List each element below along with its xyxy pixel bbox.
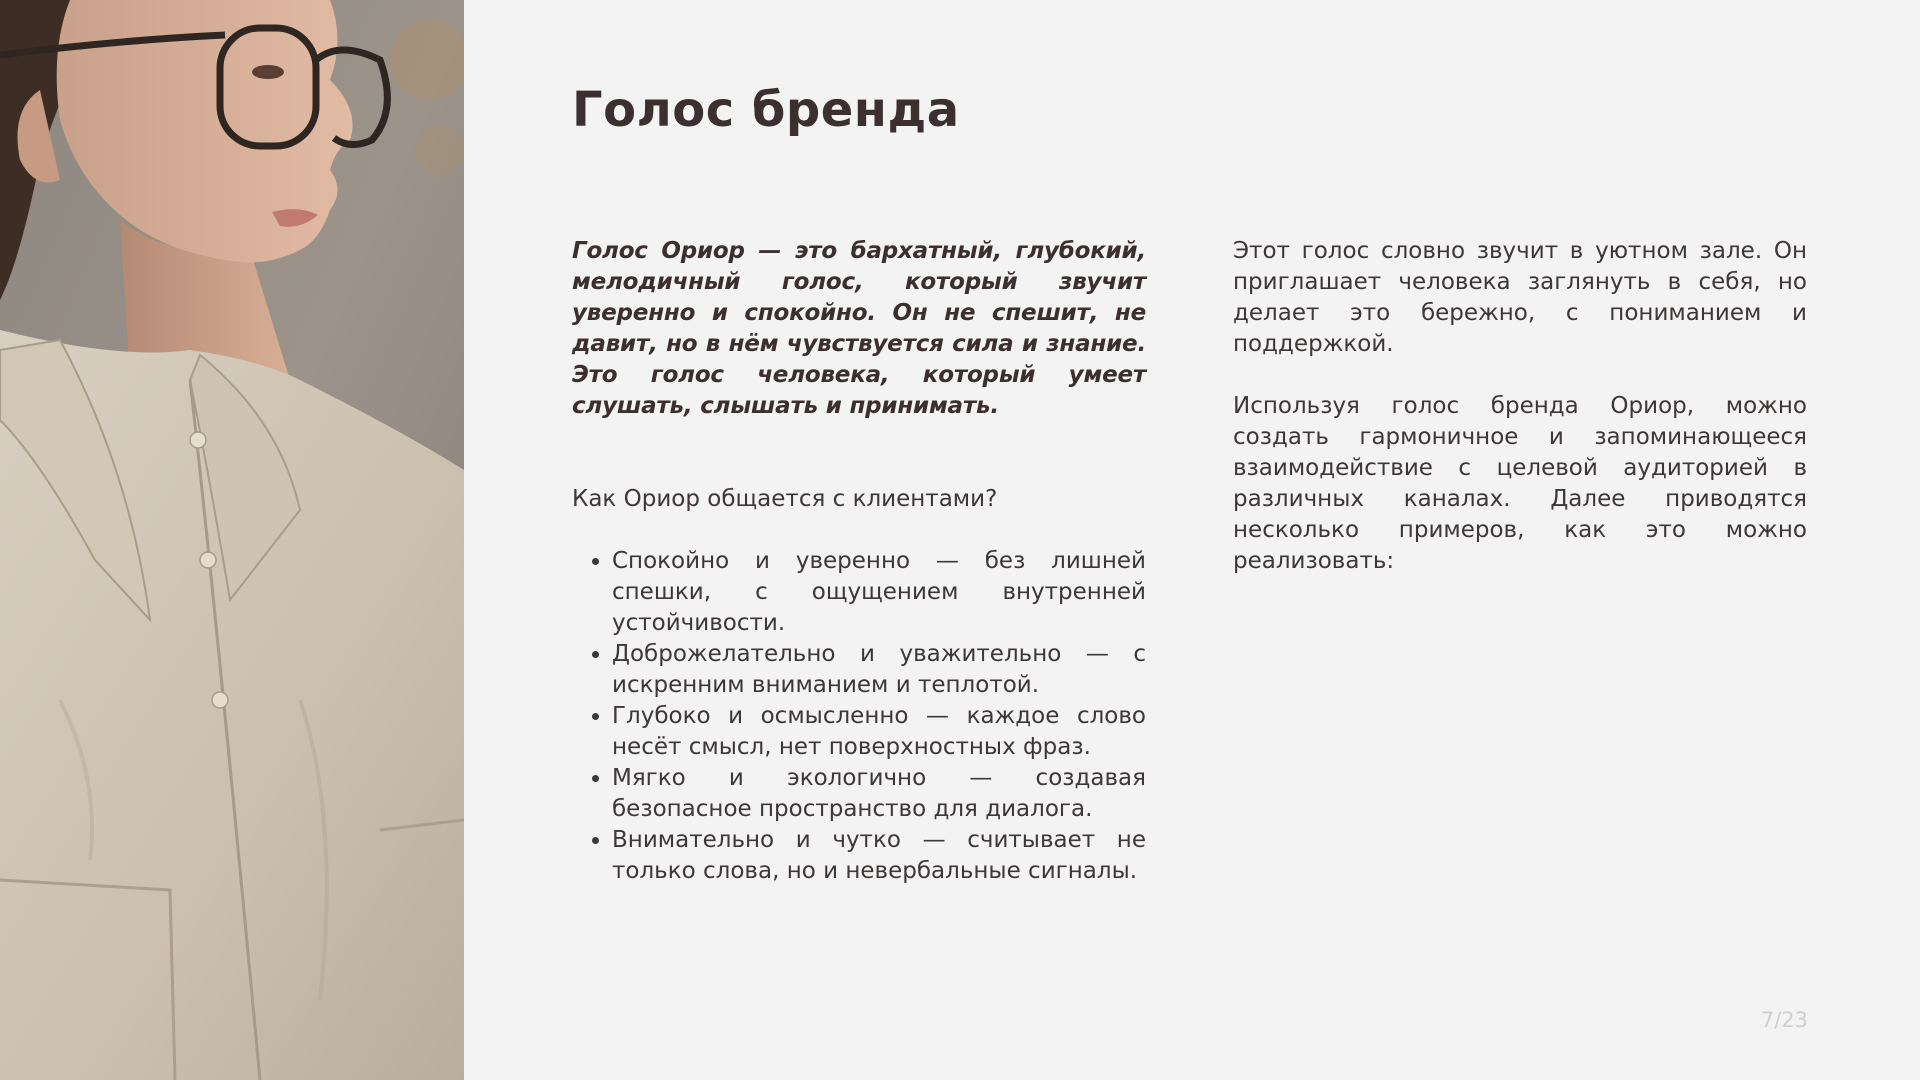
list-item: • Глубоко и осмысленно — каждое слово несёт смысл, нет поверхностных фраз. bbox=[612, 701, 1146, 763]
body-paragraph-1: Этот голос словно звучит в уютном зале. Он приглашает человека заглянуть в себя, но делает это бережно, с пониманием и поддержкой. bbox=[1233, 238, 1807, 357]
bullet-list bbox=[572, 546, 1146, 887]
list-item: • Доброжелательно и уважительно — с искренним вниманием и теплотой. bbox=[612, 639, 1146, 701]
left-column bbox=[572, 236, 1146, 887]
list-item: • Спокойно и уверенно — без лишней спешки, с ощущением внутренней устойчивости. bbox=[612, 546, 1146, 639]
body-paragraph-2: Используя голос бренда Ориор, можно создать гармоничное и запоминающееся взаимодействие с целевой аудиторией в различных каналах. Далее приводятся несколько примеров, как это можно реализовать: bbox=[1233, 393, 1807, 574]
lead-paragraph: Голос Ориор — это бархатный, глубокий, мелодичный голос, который звучит уверенно и спокойно. Он не спешит, не давит, но в нём чувствуется сила и знание. Это голос человека, который умеет слушать, слышать и принимать. bbox=[572, 238, 1146, 419]
portrait-photo bbox=[0, 0, 464, 1080]
page-title: Голос бренда bbox=[572, 82, 960, 138]
question-heading: Как Ориор общается с клиентами? bbox=[572, 486, 998, 512]
list-item: • Мягко и экологично — создавая безопасное пространство для диалога. bbox=[612, 763, 1146, 825]
list-item: • Внимательно и чутко — считывает не только слова, но и невербальные сигналы. bbox=[612, 825, 1146, 887]
portrait-illustration bbox=[0, 0, 464, 1080]
right-column bbox=[1233, 236, 1807, 577]
page-number: 7/23 bbox=[1760, 1008, 1808, 1032]
